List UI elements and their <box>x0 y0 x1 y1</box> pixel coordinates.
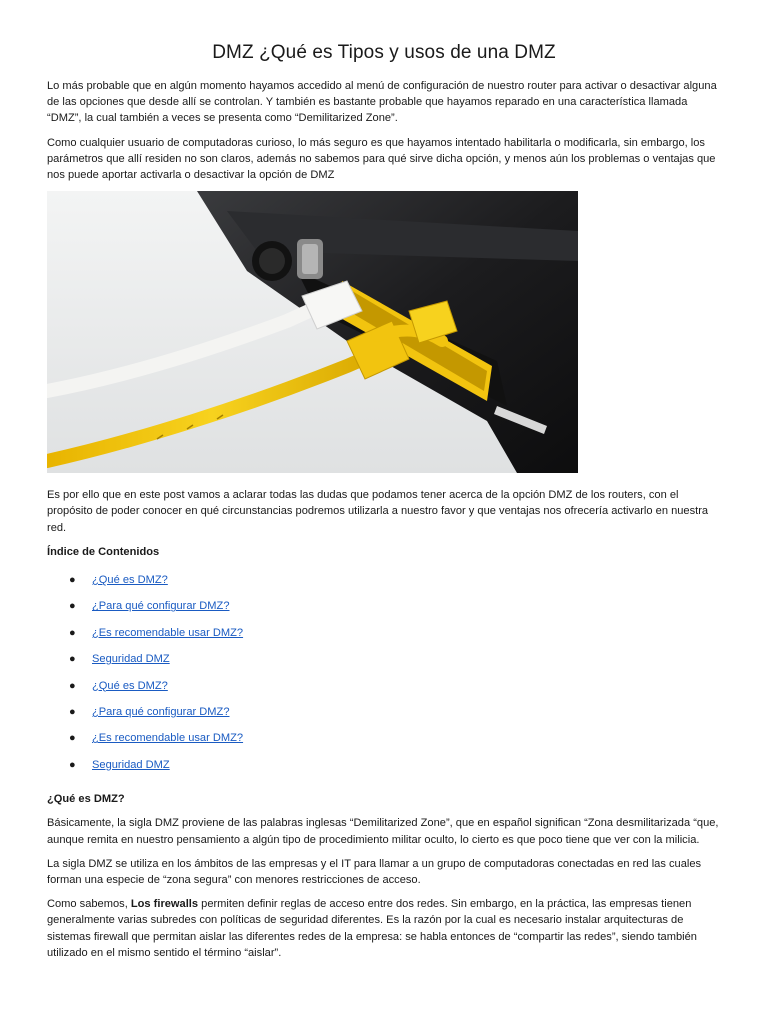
toc-link-es-recomendable-2[interactable]: ¿Es recomendable usar DMZ? <box>92 732 244 745</box>
firewall-paragraph-start: Como sabemos, <box>47 898 131 911</box>
router-cables-image <box>47 191 578 473</box>
toc-item <box>47 625 721 651</box>
section-paragraph-1: Básicamente, la sigla DMZ proviene de las palabras inglesas “Demilitarized Zone”, que en español significan “Zona desmilitarizada “que, aunque remita en nuestro pensamiento a algún tipo de procedimiento militar oculto, lo cierto es que poco tiene que ver con la milicia. <box>47 817 719 846</box>
toc-item <box>47 651 721 677</box>
bullet-icon: ● <box>69 574 76 587</box>
section-paragraph-2: La sigla DMZ se utiliza en los ámbitos de las empresas y el IT para llamar a un grupo de computadoras conectadas en red las cuales forman una especie de “zona segura” con menores restricciones de acceso. <box>47 857 702 886</box>
bullet-icon: ● <box>69 600 76 613</box>
toc-item <box>47 572 721 598</box>
toc-link-es-recomendable[interactable]: ¿Es recomendable usar DMZ? <box>92 626 244 639</box>
toc-link-que-es-dmz[interactable]: ¿Qué es DMZ? <box>92 574 168 587</box>
toc-heading: Índice de Contenidos <box>47 545 160 558</box>
toc-item <box>47 704 721 730</box>
firewall-paragraph-end: permiten definir reglas de acceso entre dos redes. Sin embargo, en la práctica, las empresas tienen generalmente varias subredes con políticas de seguridad diferentes. Es la razón por la cual es necesario instalar arquitecturas de sistemas firewall que permitan aislar las diferentes redes de la empresa: se habla entonces de “compartir las redes”, siendo también utilizado en el mismo sentido el término “aislar”. <box>47 898 697 959</box>
toc-link-seguridad-dmz[interactable]: Seguridad DMZ <box>92 653 170 666</box>
firewall-paragraph <box>47 896 721 961</box>
bullet-icon: ● <box>69 705 76 718</box>
bullet-icon: ● <box>69 626 76 639</box>
document-page <box>47 42 721 969</box>
after-image-paragraph: Es por ello que en este post vamos a aclarar todas las dudas que podamos tener acerca de la opción DMZ de los routers, con el propósito de poder conocer en qué circunstancias podremos utilizarla a nuestro favor y que ventajas nos ofrecería activarlo en nuestra red. <box>47 489 709 534</box>
toc-item <box>47 757 721 783</box>
intro-paragraph-2: Como cualquier usuario de computadoras curioso, lo más seguro es que hayamos intentado habilitarla o modificarla, sin embargo, los parámetros que allí residen no son claros, además no sabemos para qué sirve dicha opción, y menos aún los problemas o ventajas que nos puede aportar activarla o desactivar la opción de DMZ <box>47 136 716 182</box>
bullet-icon: ● <box>69 679 76 692</box>
section-heading: ¿Qué es DMZ? <box>47 793 125 806</box>
bullet-icon: ● <box>69 732 76 745</box>
page-title: DMZ ¿Qué es Tipos y usos de una DMZ <box>212 42 556 63</box>
toc-item <box>47 678 721 704</box>
bullet-icon: ● <box>69 758 76 771</box>
toc-link-que-es-dmz-2[interactable]: ¿Qué es DMZ? <box>92 679 168 692</box>
toc-link-para-que-configurar[interactable]: ¿Para qué configurar DMZ? <box>92 600 230 613</box>
toc-item <box>47 730 721 756</box>
toc-link-para-que-configurar-2[interactable]: ¿Para qué configurar DMZ? <box>92 705 230 718</box>
firewall-bold-term: Los firewalls <box>130 898 199 911</box>
intro-paragraph-1: Lo más probable que en algún momento hayamos accedido al menú de configuración de nuestro router para activar o desactivar alguna de las opciones que desde allí se controlan. Y también es bastante probable que hayamos reparado en una característica llamada “DMZ”, la cual también a veces se presenta como “Demilitarized Zone”. <box>47 80 717 125</box>
bullet-icon: ● <box>69 653 76 666</box>
toc-item <box>47 598 721 624</box>
table-of-contents <box>47 572 721 783</box>
toc-link-seguridad-dmz-2[interactable]: Seguridad DMZ <box>92 758 170 771</box>
